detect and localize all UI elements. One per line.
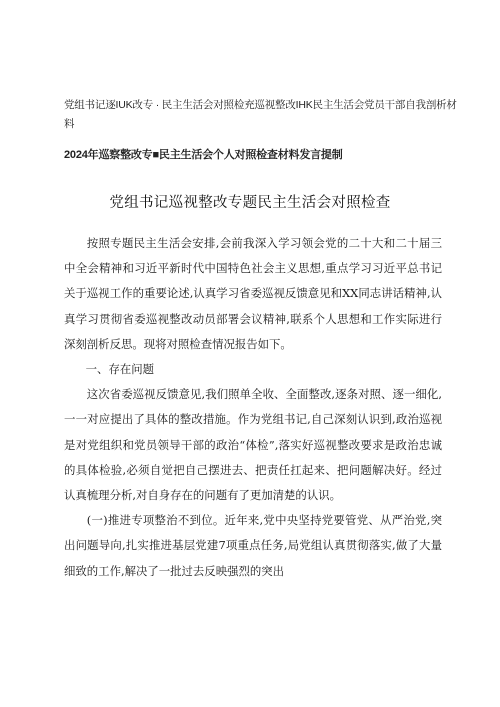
document-title: 党组书记巡视整改专题民主生活会对照检查: [109, 195, 391, 211]
subsection-paragraph: (一)推进专项整治不到位。近年来,党中央坚持党要管党、从严治党,突出问题导向,扎实推进基层党建7项重点任务,局党组认真贯彻落实,做了大量细致的工作,解决了一批过去反映强烈的突出: [64, 513, 442, 578]
body-paragraph: 这次省委巡视反馈意见,我们照单全收、全面整改,逐条对照、逐一细化,一一对应提出了具体的整改措施。作为党组书记,自己深刻认识到,政治巡视是对党组织和党员领导干部的政治“体检”,落实好巡视整改要求是政治忠诚的具体检验,必须自觉把自己摆进去、把责任扛起来、把问题解决好。经过认真梳理分析,对自身存在的问题有了更加清楚的认识。: [64, 387, 442, 503]
document-body: [64, 231, 442, 584]
intro-paragraph: 按照专题民主生活会安排,会前我深入学习领会党的二十大和二十届三中全会精神和习近平新时代中国特色社会主义思想,重点学习习近平总书记关于巡视工作的重要论述,认真学习省委巡视反馈意见和XX同志讲话精神,认真学习贯彻省委巡视整改动员部署会议精神,联系个人思想和工作实际进行深刻剖析反思。现将对照检查情况报告如下。: [64, 236, 442, 351]
section-heading-problems: 一、存在问题: [85, 362, 155, 377]
header-line-2: 2024年巡察整改专■民主生活会个人对照检查材料发言提制: [64, 149, 343, 161]
header-line-1: 党组书记逐IUK改专 · 民主生活会对照检充巡视整改IHK民主生活会党员干部自我剖析材料: [64, 99, 457, 130]
